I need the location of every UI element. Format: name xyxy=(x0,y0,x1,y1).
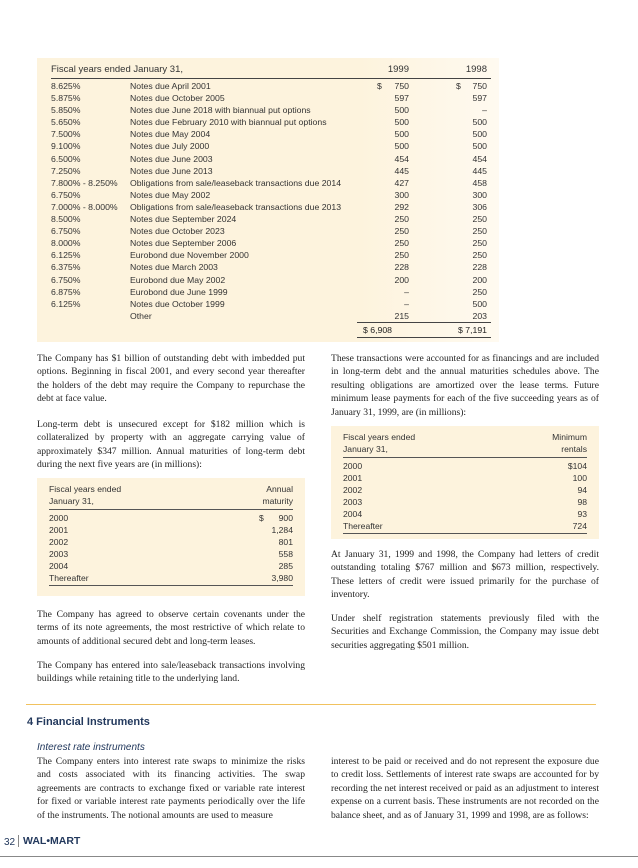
debt-value-1999: 500 xyxy=(394,117,409,128)
debt-header-1999: 1999 xyxy=(387,64,409,75)
debt-row xyxy=(51,201,491,213)
rental-row xyxy=(343,520,587,533)
maturity-year: 2001 xyxy=(49,525,69,536)
maturity-value: 1,284 xyxy=(271,525,293,536)
debt-description: Eurobond due May 2002 xyxy=(130,274,226,285)
rental-value: $104 xyxy=(567,461,587,471)
debt-value-1999: 200 xyxy=(394,274,409,285)
debt-row xyxy=(51,128,491,140)
debt-dollar-sign-1998: $ xyxy=(456,81,461,91)
debt-description: Notes due October 2005 xyxy=(130,93,225,104)
debt-value-1998: 250 xyxy=(472,226,487,237)
debt-row xyxy=(51,237,491,249)
debt-row xyxy=(51,116,491,128)
debt-rate: 6.500% xyxy=(51,153,81,164)
debt-description: Notes due June 2013 xyxy=(130,165,213,176)
debt-row xyxy=(51,140,491,152)
debt-value-1999: 215 xyxy=(394,310,409,321)
rental-year: 2001 xyxy=(343,473,363,484)
debt-rate: 7.250% xyxy=(51,165,81,176)
maturity-header xyxy=(49,483,293,507)
maturity-value: 801 xyxy=(278,537,293,548)
maturity-year: 2003 xyxy=(49,549,69,560)
rental-header-right-2: rentals xyxy=(561,444,587,454)
debt-value-1998: 454 xyxy=(472,153,487,164)
debt-description: Notes due September 2006 xyxy=(130,238,237,249)
rental-row xyxy=(343,496,587,508)
debt-value-1999: 228 xyxy=(394,262,409,273)
section-title: 4 Financial Instruments xyxy=(27,716,150,728)
maturity-row xyxy=(49,512,293,524)
annual-maturity-table xyxy=(37,478,305,596)
debt-value-1999: – xyxy=(404,298,409,309)
rental-row xyxy=(343,460,587,472)
right-paragraph-2: At January 31, 1999 and 1998, the Company had letters of credit outstanding totaling $767 million and $673 million, respectively. These letters of credit were issued primarily for the purchase of inventory. xyxy=(331,549,599,601)
rental-year: 2000 xyxy=(343,461,363,471)
debt-rate: 7.800% - 8.250% xyxy=(51,177,118,188)
right-paragraph-1: These transactions were accounted for as financings and are included in long-term debt and the annual maturities schedules above. The resulting obligations are amortized over the lease terms. Future minimum lease payments for each of the five succeeding years as of January 31, 1999, are (in millions): xyxy=(331,353,599,418)
maturity-row xyxy=(49,524,293,536)
rental-header xyxy=(343,431,587,455)
maturity-year: 2000 xyxy=(49,513,69,523)
debt-row xyxy=(51,249,491,261)
rental-value: 94 xyxy=(577,485,587,496)
debt-value-1999: 500 xyxy=(394,105,409,116)
debt-value-1999: 597 xyxy=(394,93,409,104)
rental-header-left-2: January 31, xyxy=(343,444,388,454)
rental-header-left-1: Fiscal years ended xyxy=(343,432,416,442)
debt-description: Notes due February 2010 with biannual put options xyxy=(130,117,327,128)
debt-description: Other xyxy=(130,310,152,321)
debt-row xyxy=(51,261,491,273)
debt-value-1998: 500 xyxy=(472,117,487,128)
debt-row xyxy=(51,189,491,201)
debt-value-1999: 300 xyxy=(394,189,409,200)
debt-rate: 7.500% xyxy=(51,129,81,140)
debt-value-1999: 292 xyxy=(394,201,409,212)
debt-rate: 8.625% xyxy=(51,81,81,91)
debt-rate: 9.100% xyxy=(51,141,81,152)
debt-value-1999: 427 xyxy=(394,177,409,188)
rental-value: 100 xyxy=(572,473,587,484)
left-paragraph-2: Long-term debt is unsecured except for $182 million which is collateralized by property with an aggregate carrying value of approximately $347 million. Annual maturities of long-term debt during the next five years are (in millions): xyxy=(37,419,305,471)
maturity-header-left-2: January 31, xyxy=(49,496,94,506)
maturity-value: 558 xyxy=(278,549,293,560)
debt-value-1999: 250 xyxy=(394,250,409,261)
debt-value-1998: 300 xyxy=(472,189,487,200)
debt-value-1998: 250 xyxy=(472,286,487,297)
right-paragraph-3: Under shelf registration statements previously filed with the Securities and Exchange Commission, the Company may issue debt securities aggregating $501 million. xyxy=(331,613,599,651)
maturity-value: 900 xyxy=(278,513,293,523)
rental-value: 98 xyxy=(577,497,587,508)
debt-rate: 6.750% xyxy=(51,189,81,200)
debt-rate: 6.750% xyxy=(51,226,81,237)
section-right-paragraph: interest to be paid or received and do not represent the exposure due to credit loss. Settlements of interest rate swaps are accounted for by recording the net interest received or paid as an adjustment to interest expense on a current basis. These instruments are not recorded on the balance sheet, and as of January 31, 1999 and 1998, are as follows: xyxy=(331,756,599,821)
debt-description: Obligations from sale/leaseback transactions due 2013 xyxy=(130,201,342,212)
rental-year: Thereafter xyxy=(343,521,383,532)
debt-table-header xyxy=(51,64,491,79)
debt-description: Notes due October 1999 xyxy=(130,298,225,309)
debt-description: Eurobond due June 1999 xyxy=(130,286,228,297)
debt-row xyxy=(51,298,491,310)
maturity-year: 2004 xyxy=(49,561,69,572)
left-paragraph-3: The Company has agreed to observe certain covenants under the terms of its note agreements, the most restrictive of which relate to amounts of additional secured debt and long-term leases. xyxy=(37,609,305,647)
debt-description: Notes due October 2023 xyxy=(130,226,225,237)
debt-row xyxy=(51,286,491,298)
maturity-row xyxy=(49,536,293,548)
rental-year: 2002 xyxy=(343,485,363,496)
debt-value-1999: 500 xyxy=(394,141,409,152)
long-term-debt-table xyxy=(37,58,499,342)
debt-value-1999: 250 xyxy=(394,214,409,225)
debt-rate: 5.875% xyxy=(51,93,81,104)
section-subtitle: Interest rate instruments xyxy=(37,742,145,753)
debt-header-label: Fiscal years ended January 31, xyxy=(51,64,184,75)
rental-value: 93 xyxy=(577,509,587,520)
debt-rate: 6.375% xyxy=(51,262,81,273)
debt-row xyxy=(51,165,491,177)
debt-description: Notes due September 2024 xyxy=(130,214,237,225)
debt-description: Notes due June 2003 xyxy=(130,153,213,164)
debt-value-1999: – xyxy=(404,286,409,297)
debt-rate: 6.875% xyxy=(51,286,81,297)
maturity-value: 3,980 xyxy=(271,573,293,584)
debt-value-1998: 306 xyxy=(472,201,487,212)
debt-value-1998: 250 xyxy=(472,238,487,249)
section-divider xyxy=(26,704,596,705)
debt-total-1999: $ 6,908 xyxy=(363,325,392,335)
debt-description: Obligations from sale/leaseback transactions due 2014 xyxy=(130,177,342,188)
debt-value-1999: 454 xyxy=(394,153,409,164)
debt-row xyxy=(51,92,491,104)
debt-value-1998: 250 xyxy=(472,214,487,225)
debt-rate: 8.000% xyxy=(51,238,81,249)
rental-row xyxy=(343,508,587,520)
rental-table-body xyxy=(343,457,587,534)
debt-total-1998: $ 7,191 xyxy=(458,325,487,335)
debt-value-1998: 500 xyxy=(472,141,487,152)
debt-dollar-sign-1999: $ xyxy=(377,81,382,91)
debt-value-1999: 445 xyxy=(394,165,409,176)
left-paragraph-4: The Company has entered into sale/leaseback transactions involving buildings while retaining title to the underlying land. xyxy=(37,660,305,685)
maturity-value: 285 xyxy=(278,561,293,572)
maturity-row xyxy=(49,572,293,585)
debt-row xyxy=(51,213,491,225)
debt-value-1998: 500 xyxy=(472,129,487,140)
debt-row xyxy=(51,310,491,322)
debt-value-1998: 750 xyxy=(472,81,487,91)
rental-value: 724 xyxy=(572,521,587,532)
debt-value-1999: 250 xyxy=(394,238,409,249)
debt-value-1998: 250 xyxy=(472,250,487,261)
debt-row xyxy=(51,225,491,237)
debt-rate: 8.500% xyxy=(51,214,81,225)
minimum-rentals-table xyxy=(331,426,599,539)
debt-description: Notes due May 2002 xyxy=(130,189,211,200)
rental-year: 2004 xyxy=(343,509,363,520)
maturity-dollar-sign: $ xyxy=(259,513,264,523)
debt-value-1999: 250 xyxy=(394,226,409,237)
debt-description: Notes due April 2001 xyxy=(130,81,211,91)
left-paragraph-1: The Company has $1 billion of outstanding debt with imbedded put options. Beginning in fiscal 2001, and every second year thereafter the holders of the debt may require the Company to repurchase the debt at face value. xyxy=(37,353,305,405)
debt-rate: 7.000% - 8.000% xyxy=(51,201,118,212)
maturity-header-left-1: Fiscal years ended xyxy=(49,484,122,494)
debt-row xyxy=(51,177,491,189)
debt-value-1998: 445 xyxy=(472,165,487,176)
debt-row xyxy=(51,104,491,116)
debt-value-1998: – xyxy=(482,105,487,116)
brand-logo: WAL•MART xyxy=(18,835,80,847)
page-number: 32 xyxy=(4,837,16,848)
maturity-row xyxy=(49,548,293,560)
debt-description: Notes due March 2003 xyxy=(130,262,218,273)
debt-description: Notes due July 2000 xyxy=(130,141,210,152)
maturity-table-body xyxy=(49,509,293,586)
debt-value-1998: 228 xyxy=(472,262,487,273)
debt-rate: 6.750% xyxy=(51,274,81,285)
debt-value-1998: 500 xyxy=(472,298,487,309)
rental-year: 2003 xyxy=(343,497,363,508)
debt-value-1998: 200 xyxy=(472,274,487,285)
debt-row xyxy=(51,80,491,92)
rental-row xyxy=(343,484,587,496)
maturity-year: 2002 xyxy=(49,537,69,548)
debt-value-1998: 203 xyxy=(472,310,487,321)
debt-description: Notes due June 2018 with biannual put options xyxy=(130,105,311,116)
maturity-header-right-2: maturity xyxy=(262,496,293,506)
debt-value-1999: 500 xyxy=(394,129,409,140)
rental-header-right-1: Minimum xyxy=(552,432,587,442)
debt-description: Notes due May 2004 xyxy=(130,129,211,140)
debt-header-1998: 1998 xyxy=(465,64,487,75)
debt-value-1998: 597 xyxy=(472,93,487,104)
debt-rate: 6.125% xyxy=(51,250,81,261)
debt-row xyxy=(51,153,491,165)
debt-value-1999: 750 xyxy=(394,81,409,91)
section-left-paragraph: The Company enters into interest rate swaps to minimize the risks and costs associated with its financing activities. The swap agreements are contracts to exchange fixed or variable rate interest for fixed or variable interest rate payments periodically over the life of the instruments. The notional amounts are used to measure xyxy=(37,756,305,821)
debt-row xyxy=(51,274,491,286)
maturity-header-right-1: Annual xyxy=(266,484,293,494)
debt-table-body xyxy=(51,80,491,322)
footer-rule xyxy=(0,856,638,857)
rental-row xyxy=(343,472,587,484)
debt-rate: 5.850% xyxy=(51,105,81,116)
debt-value-1998: 458 xyxy=(472,177,487,188)
maturity-row xyxy=(49,560,293,572)
debt-description: Eurobond due November 2000 xyxy=(130,250,249,261)
maturity-year: Thereafter xyxy=(49,573,89,584)
debt-rate: 5.650% xyxy=(51,117,81,128)
debt-total-row xyxy=(357,322,491,338)
debt-rate: 6.125% xyxy=(51,298,81,309)
